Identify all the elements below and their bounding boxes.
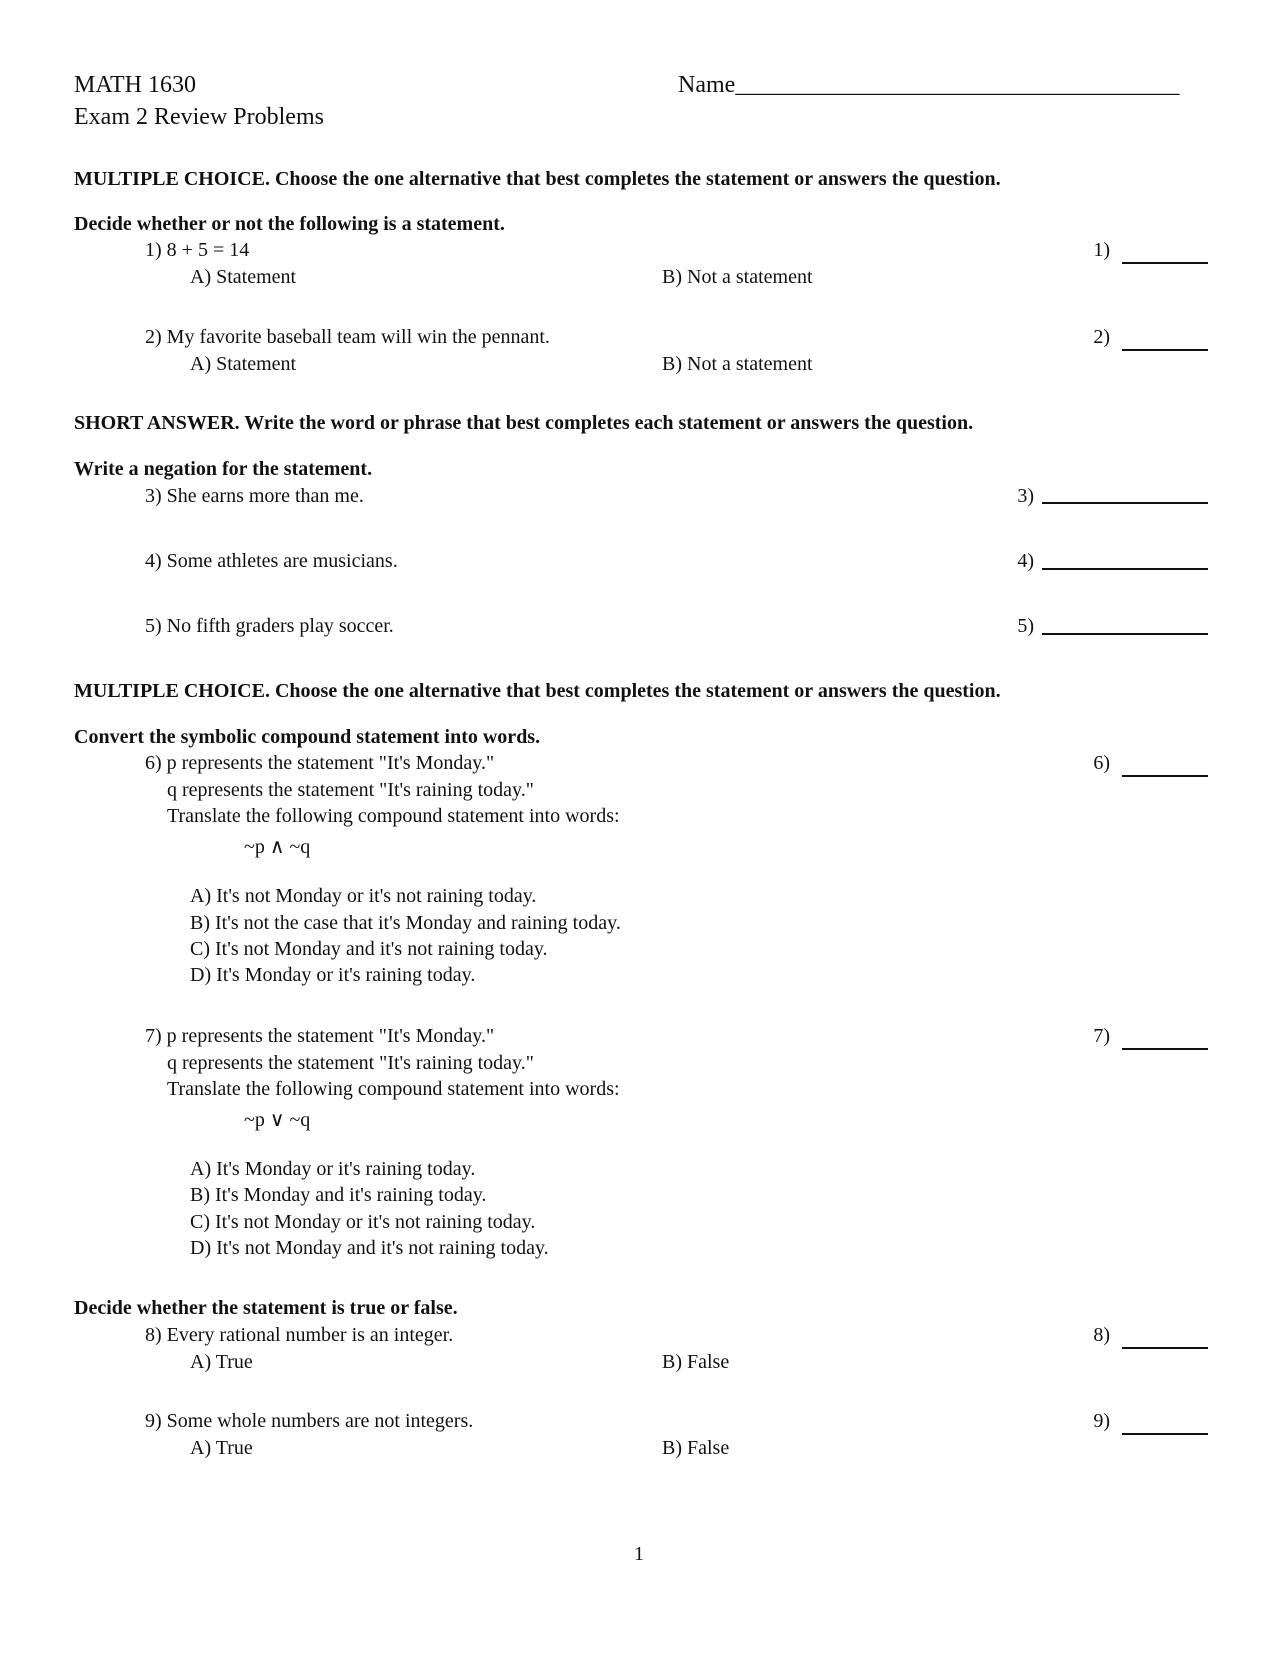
question-7-option-c[interactable]: C) It's not Monday or it's not raining today. [190, 1211, 536, 1233]
question-2-number: 2) [1093, 326, 1110, 348]
question-7-option-b[interactable]: B) It's Monday and it's raining today. [190, 1184, 487, 1206]
mc-section-heading-2: MULTIPLE CHOICE. Choose the one alternative that best completes the statement or answers the question. [74, 680, 1001, 702]
question-7-number: 7) [1093, 1025, 1110, 1047]
mc-instruction-1: Decide whether or not the following is a statement. [74, 213, 505, 235]
question-6-line-2: q represents the statement "It's raining today." [167, 779, 534, 801]
question-6-option-a[interactable]: A) It's not Monday or it's not raining today. [190, 885, 537, 907]
question-8-number: 8) [1093, 1324, 1110, 1346]
question-4-answer-blank[interactable] [1042, 568, 1208, 570]
question-4-number: 4) [1017, 550, 1034, 572]
question-7-line-2: q represents the statement "It's raining today." [167, 1052, 534, 1074]
question-3-answer-blank[interactable] [1042, 502, 1208, 504]
question-6-option-c[interactable]: C) It's not Monday and it's not raining today. [190, 938, 548, 960]
question-2-option-a[interactable]: A) Statement [190, 353, 297, 375]
question-2-answer-blank[interactable] [1122, 349, 1208, 351]
question-1-option-b[interactable]: B) Not a statement [662, 266, 813, 288]
question-7-line-3: Translate the following compound statement into words: [167, 1078, 620, 1100]
question-1-text: 1) 8 + 5 = 14 [145, 239, 250, 261]
name-blank: _____________________________________ [735, 72, 1180, 98]
question-7-line-1: 7) p represents the statement "It's Monday." [145, 1025, 495, 1047]
question-8-option-a[interactable]: A) True [190, 1351, 253, 1373]
question-2-text: 2) My favorite baseball team will win the pennant. [145, 326, 550, 348]
question-2-option-b[interactable]: B) Not a statement [662, 353, 813, 375]
name-field[interactable] [678, 72, 1179, 99]
exam-subtitle: Exam 2 Review Problems [74, 104, 324, 130]
question-8-text: 8) Every rational number is an integer. [145, 1324, 454, 1346]
page-number: 1 [634, 1543, 644, 1565]
question-6-option-d[interactable]: D) It's Monday or it's raining today. [190, 964, 476, 986]
question-7-option-d[interactable]: D) It's not Monday and it's not raining today. [190, 1237, 549, 1259]
sa-instruction: Write a negation for the statement. [74, 458, 373, 480]
mc-section-heading-1: MULTIPLE CHOICE. Choose the one alternative that best completes the statement or answers the question. [74, 168, 1001, 190]
question-3-number: 3) [1017, 485, 1034, 507]
question-7-option-a[interactable]: A) It's Monday or it's raining today. [190, 1158, 476, 1180]
question-9-number: 9) [1093, 1410, 1110, 1432]
question-9-answer-blank[interactable] [1122, 1433, 1208, 1435]
question-8-answer-blank[interactable] [1122, 1347, 1208, 1349]
question-1-number: 1) [1093, 239, 1110, 261]
question-6-answer-blank[interactable] [1122, 775, 1208, 777]
question-6-line-1: 6) p represents the statement "It's Monday." [145, 752, 495, 774]
question-8-option-b[interactable]: B) False [662, 1351, 730, 1373]
question-1-answer-blank[interactable] [1122, 262, 1208, 264]
question-6-line-3: Translate the following compound statement into words: [167, 805, 620, 827]
question-7-answer-blank[interactable] [1122, 1048, 1208, 1050]
question-5-answer-blank[interactable] [1042, 633, 1208, 635]
question-9-text: 9) Some whole numbers are not integers. [145, 1410, 474, 1432]
question-9-option-a[interactable]: A) True [190, 1437, 253, 1459]
question-4-text: 4) Some athletes are musicians. [145, 550, 398, 572]
question-5-number: 5) [1017, 615, 1034, 637]
question-6-option-b[interactable]: B) It's not the case that it's Monday and raining today. [190, 912, 621, 934]
course-title: MATH 1630 [74, 72, 197, 98]
question-6-number: 6) [1093, 752, 1110, 774]
question-7-expression: ~p ∨ ~q [244, 1109, 311, 1131]
mc-instruction-2: Convert the symbolic compound statement into words. [74, 726, 541, 748]
question-3-text: 3) She earns more than me. [145, 485, 364, 507]
question-6-expression: ~p ∧ ~q [244, 836, 311, 858]
question-9-option-b[interactable]: B) False [662, 1437, 730, 1459]
question-5-text: 5) No fifth graders play soccer. [145, 615, 394, 637]
name-label: Name [678, 72, 736, 98]
sa-section-heading: SHORT ANSWER. Write the word or phrase that best completes each statement or answers the question. [74, 412, 974, 434]
tf-instruction: Decide whether the statement is true or false. [74, 1297, 458, 1319]
question-1-option-a[interactable]: A) Statement [190, 266, 297, 288]
